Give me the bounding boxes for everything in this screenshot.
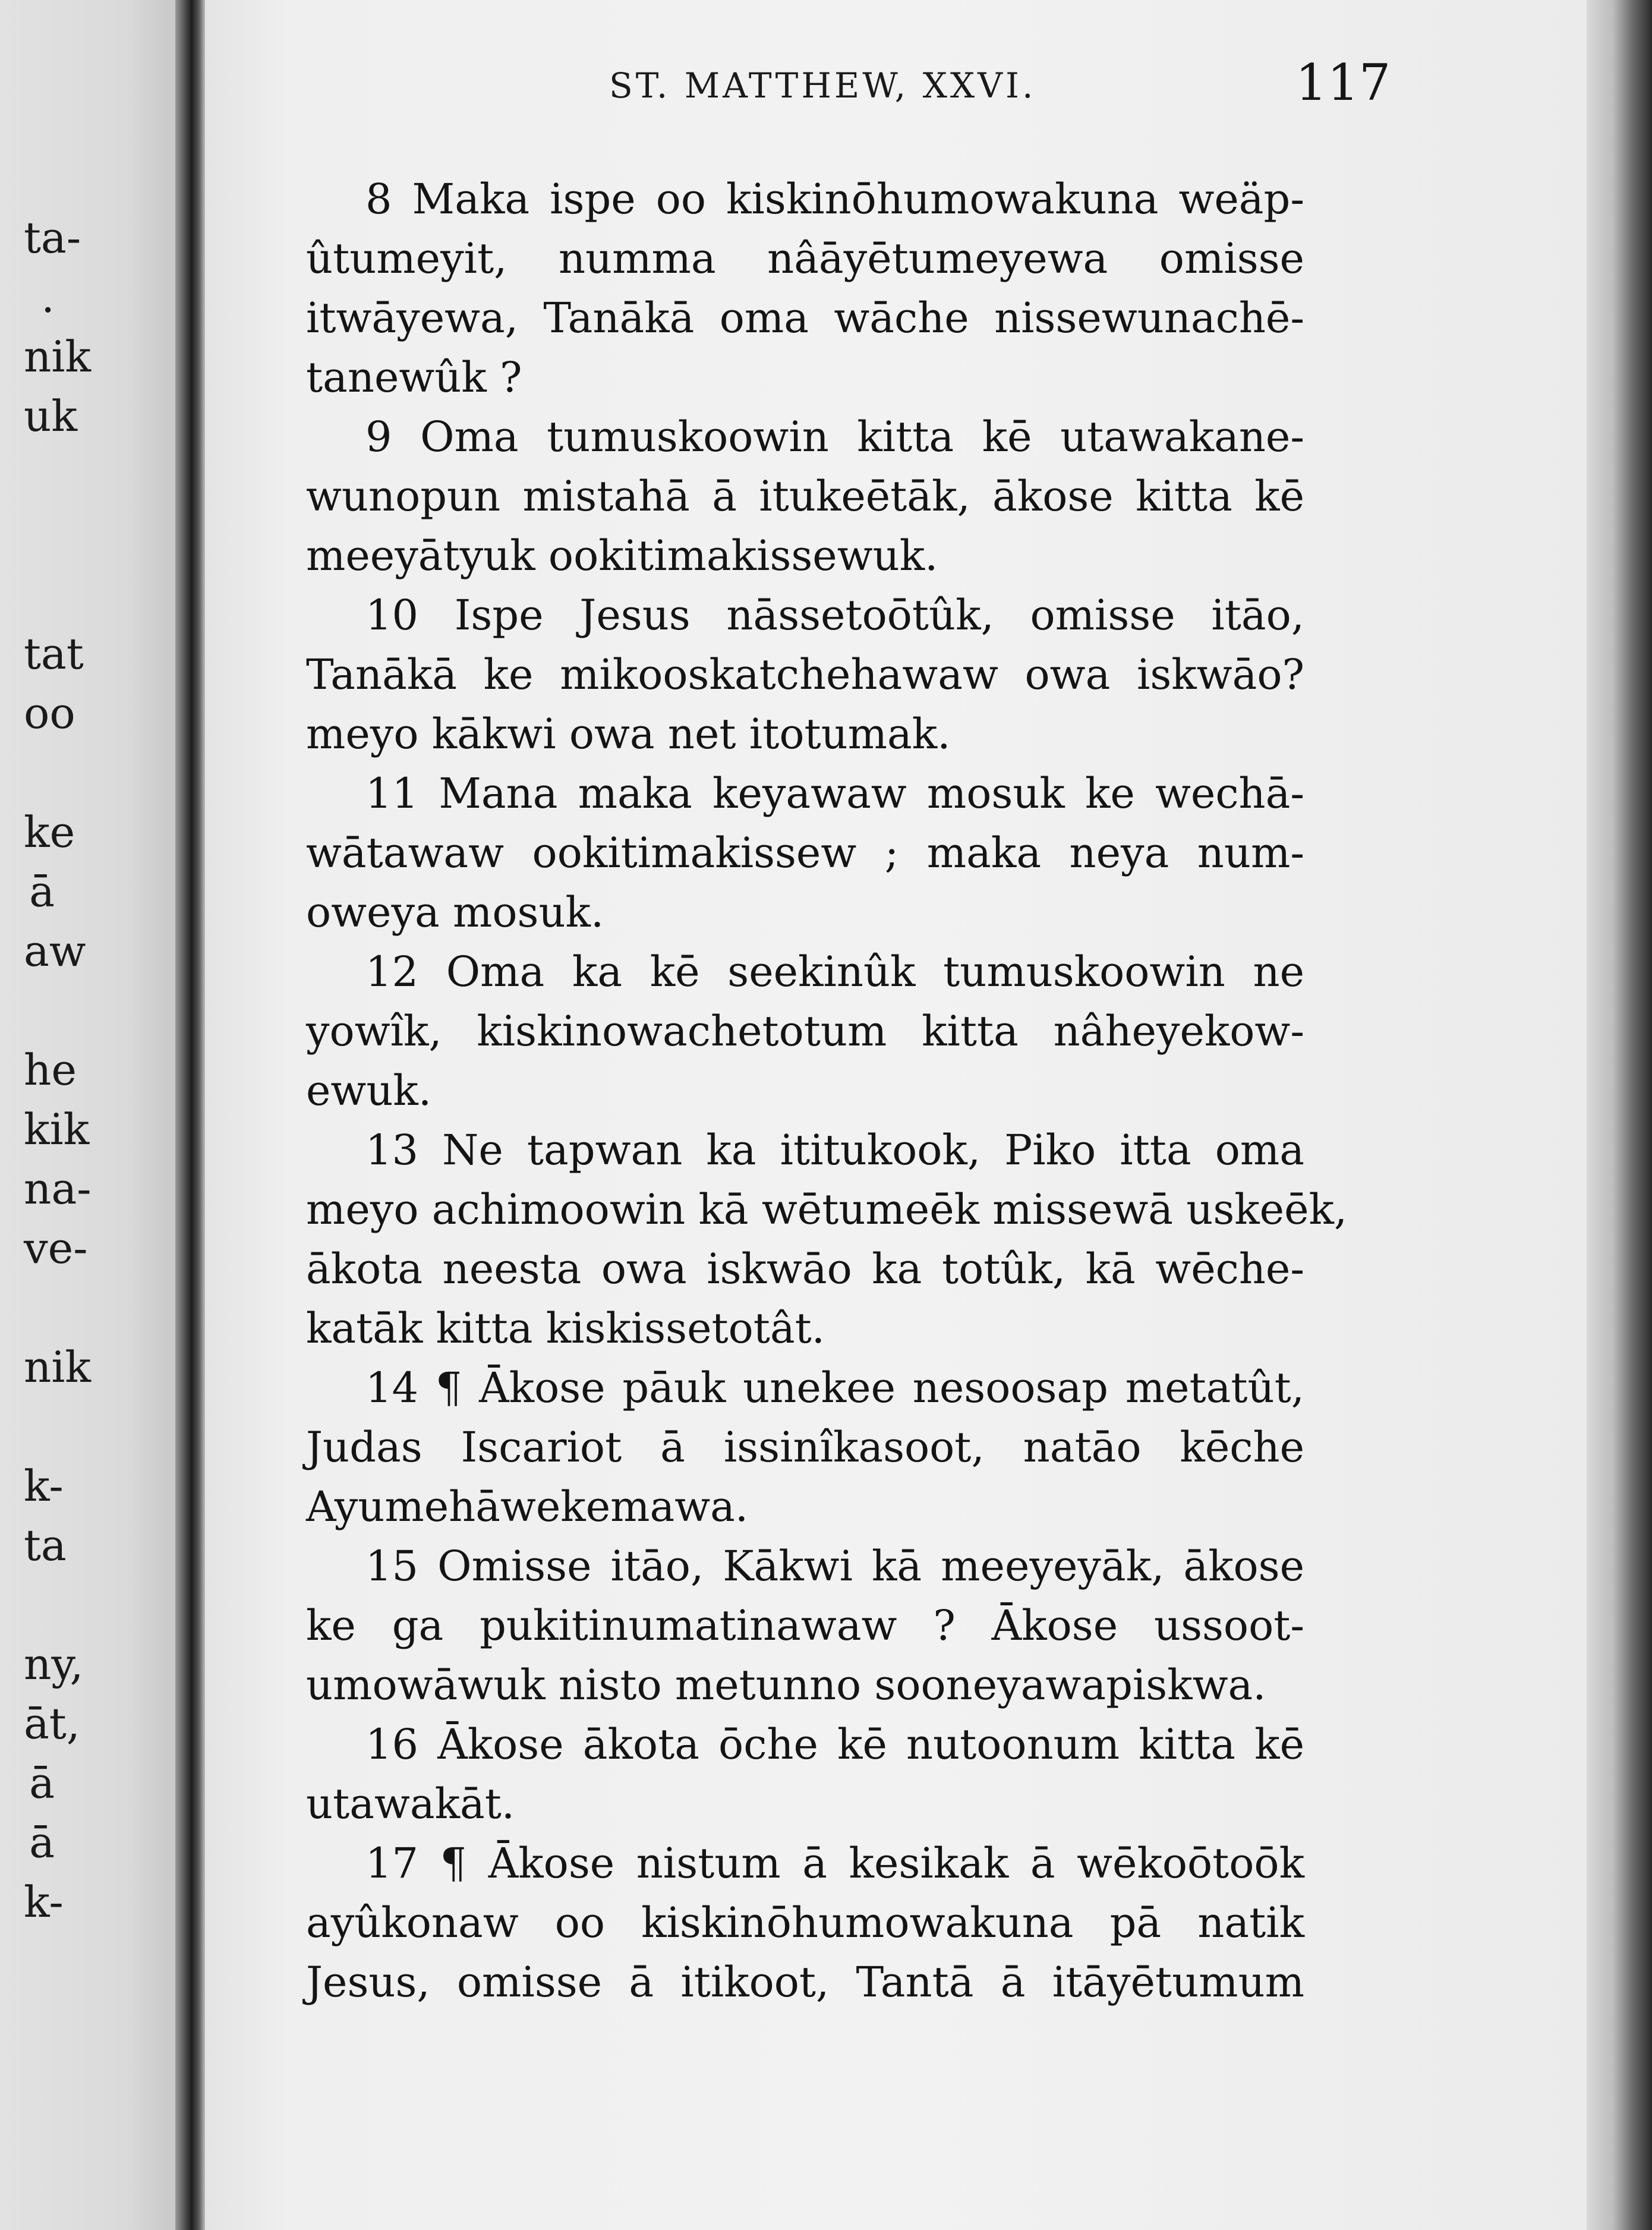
fragment-line: ny, <box>24 1639 84 1689</box>
text-line: wātawaw ookitimakissew ; maka neya num- <box>306 829 1304 877</box>
fragment-line: ā <box>29 1758 55 1808</box>
fragment-line: nik <box>24 1342 92 1392</box>
text-line: itwāyewa, Tanākā oma wāche nissewunachē- <box>306 294 1304 342</box>
text-line: 15 Omisse itāo, Kākwi kā meeyeyāk, ākose <box>365 1542 1304 1590</box>
text-line: utawakāt. <box>306 1779 515 1828</box>
text-line: umowāwuk nisto metunno sooneyawapiskwa. <box>306 1661 1266 1709</box>
fragment-line: na- <box>24 1164 92 1214</box>
fragment-line <box>24 1575 55 1634</box>
fragment-line: nik <box>24 332 92 382</box>
text-line: yowîk, kiskinowachetotum kitta nâheyekow- <box>306 1007 1304 1056</box>
fragment-line: ve- <box>24 1223 88 1273</box>
body-text <box>306 169 1348 2012</box>
fragment-line <box>24 505 55 565</box>
fragment-line <box>24 981 55 1040</box>
fragment-line: k- <box>24 1461 64 1511</box>
running-head <box>205 53 1587 119</box>
fragment-line <box>24 446 55 505</box>
fragment-line <box>24 743 55 802</box>
text-line: Judas Iscariot ā issinîkasoot, natāo kēche <box>306 1423 1304 1472</box>
running-head-title: ST. MATTHEW, XXVI. <box>609 65 1036 106</box>
text-line: Ayumehāwekemawa. <box>306 1482 749 1531</box>
fragment-line: he <box>24 1045 77 1095</box>
facing-page-edge <box>0 0 178 2230</box>
text-line: 9 Oma tumuskoowin kitta kē utawakane- <box>365 412 1304 461</box>
book-gutter <box>175 0 205 2230</box>
facing-page-text-fragments <box>0 208 92 1932</box>
text-line: meeyātyuk ookitimakissewuk. <box>306 531 938 580</box>
text-line: 14 ¶ Ākose pāuk unekee nesoosap metatût, <box>365 1363 1304 1412</box>
fragment-line: aw <box>24 926 86 976</box>
text-line: ewuk. <box>306 1066 432 1115</box>
text-line: wunopun mistahā ā itukeētāk, ākose kitta kē <box>306 472 1304 521</box>
text-line: oweya mosuk. <box>306 888 604 937</box>
text-line: Jesus, omisse ā itikoot, Tantā ā itāyētumum <box>306 1958 1304 2007</box>
text-line: Tanākā ke mikooskatchehawaw owa iskwāo? <box>306 650 1304 699</box>
text-line: 10 Ispe Jesus nāssetoōtûk, omisse itāo, <box>365 591 1304 640</box>
text-line: 8 Maka ispe oo kiskinōhumowakuna weäp- <box>365 175 1304 223</box>
fragment-line: āt, <box>24 1699 80 1749</box>
text-line: meyo kākwi owa net itotumak. <box>306 710 951 758</box>
text-line: 12 Oma ka kē seekinûk tumuskoowin ne <box>365 947 1304 996</box>
fragment-line: ta <box>24 1520 67 1570</box>
fragment-line: tat <box>24 629 84 679</box>
text-line: 17 ¶ Ākose nistum ā kesikak ā wēkoōtoōk <box>365 1839 1304 1888</box>
fragment-line: k- <box>24 1877 64 1927</box>
fragment-line: ta- <box>24 213 81 263</box>
text-line: tanewûk ? <box>306 353 522 402</box>
fragment-line: ā <box>29 1818 55 1867</box>
fragment-line: . <box>41 272 55 322</box>
fragment-line <box>24 1397 55 1456</box>
text-line: katāk kitta kiskissetotât. <box>306 1304 825 1353</box>
text-line: ke ga pukitinumatinawaw ? Ākose ussoot- <box>306 1601 1304 1650</box>
text-line: ûtumeyit, numma nâāyētumeyewa omisse <box>306 234 1304 283</box>
text-line: ayûkonaw oo kiskinōhumowakuna pā natik <box>306 1898 1304 1947</box>
text-line: meyo achimoowin kā wētumeēk missewā uskeēk, <box>306 1185 1348 1234</box>
text-line: ākota neesta owa iskwāo ka totûk, kā wēche- <box>306 1245 1304 1293</box>
text-line: 13 Ne tapwan ka ititukook, Piko itta oma <box>365 1126 1304 1174</box>
fragment-line: oo <box>24 688 75 738</box>
page-number: 117 <box>1295 53 1391 112</box>
fragment-line: ā <box>29 867 55 916</box>
fragment-line: uk <box>24 391 77 441</box>
fragment-line <box>24 565 55 624</box>
fragment-line: kik <box>24 1104 90 1154</box>
fragment-line <box>24 1278 55 1337</box>
main-page <box>205 0 1587 2230</box>
fragment-line: ke <box>24 807 75 857</box>
text-line: 16 Ākose ākota ōche kē nutoonum kitta kē <box>365 1720 1304 1769</box>
page-edge-shadow <box>1587 0 1652 2230</box>
text-line: 11 Mana maka keyawaw mosuk ke wechā- <box>365 769 1304 818</box>
